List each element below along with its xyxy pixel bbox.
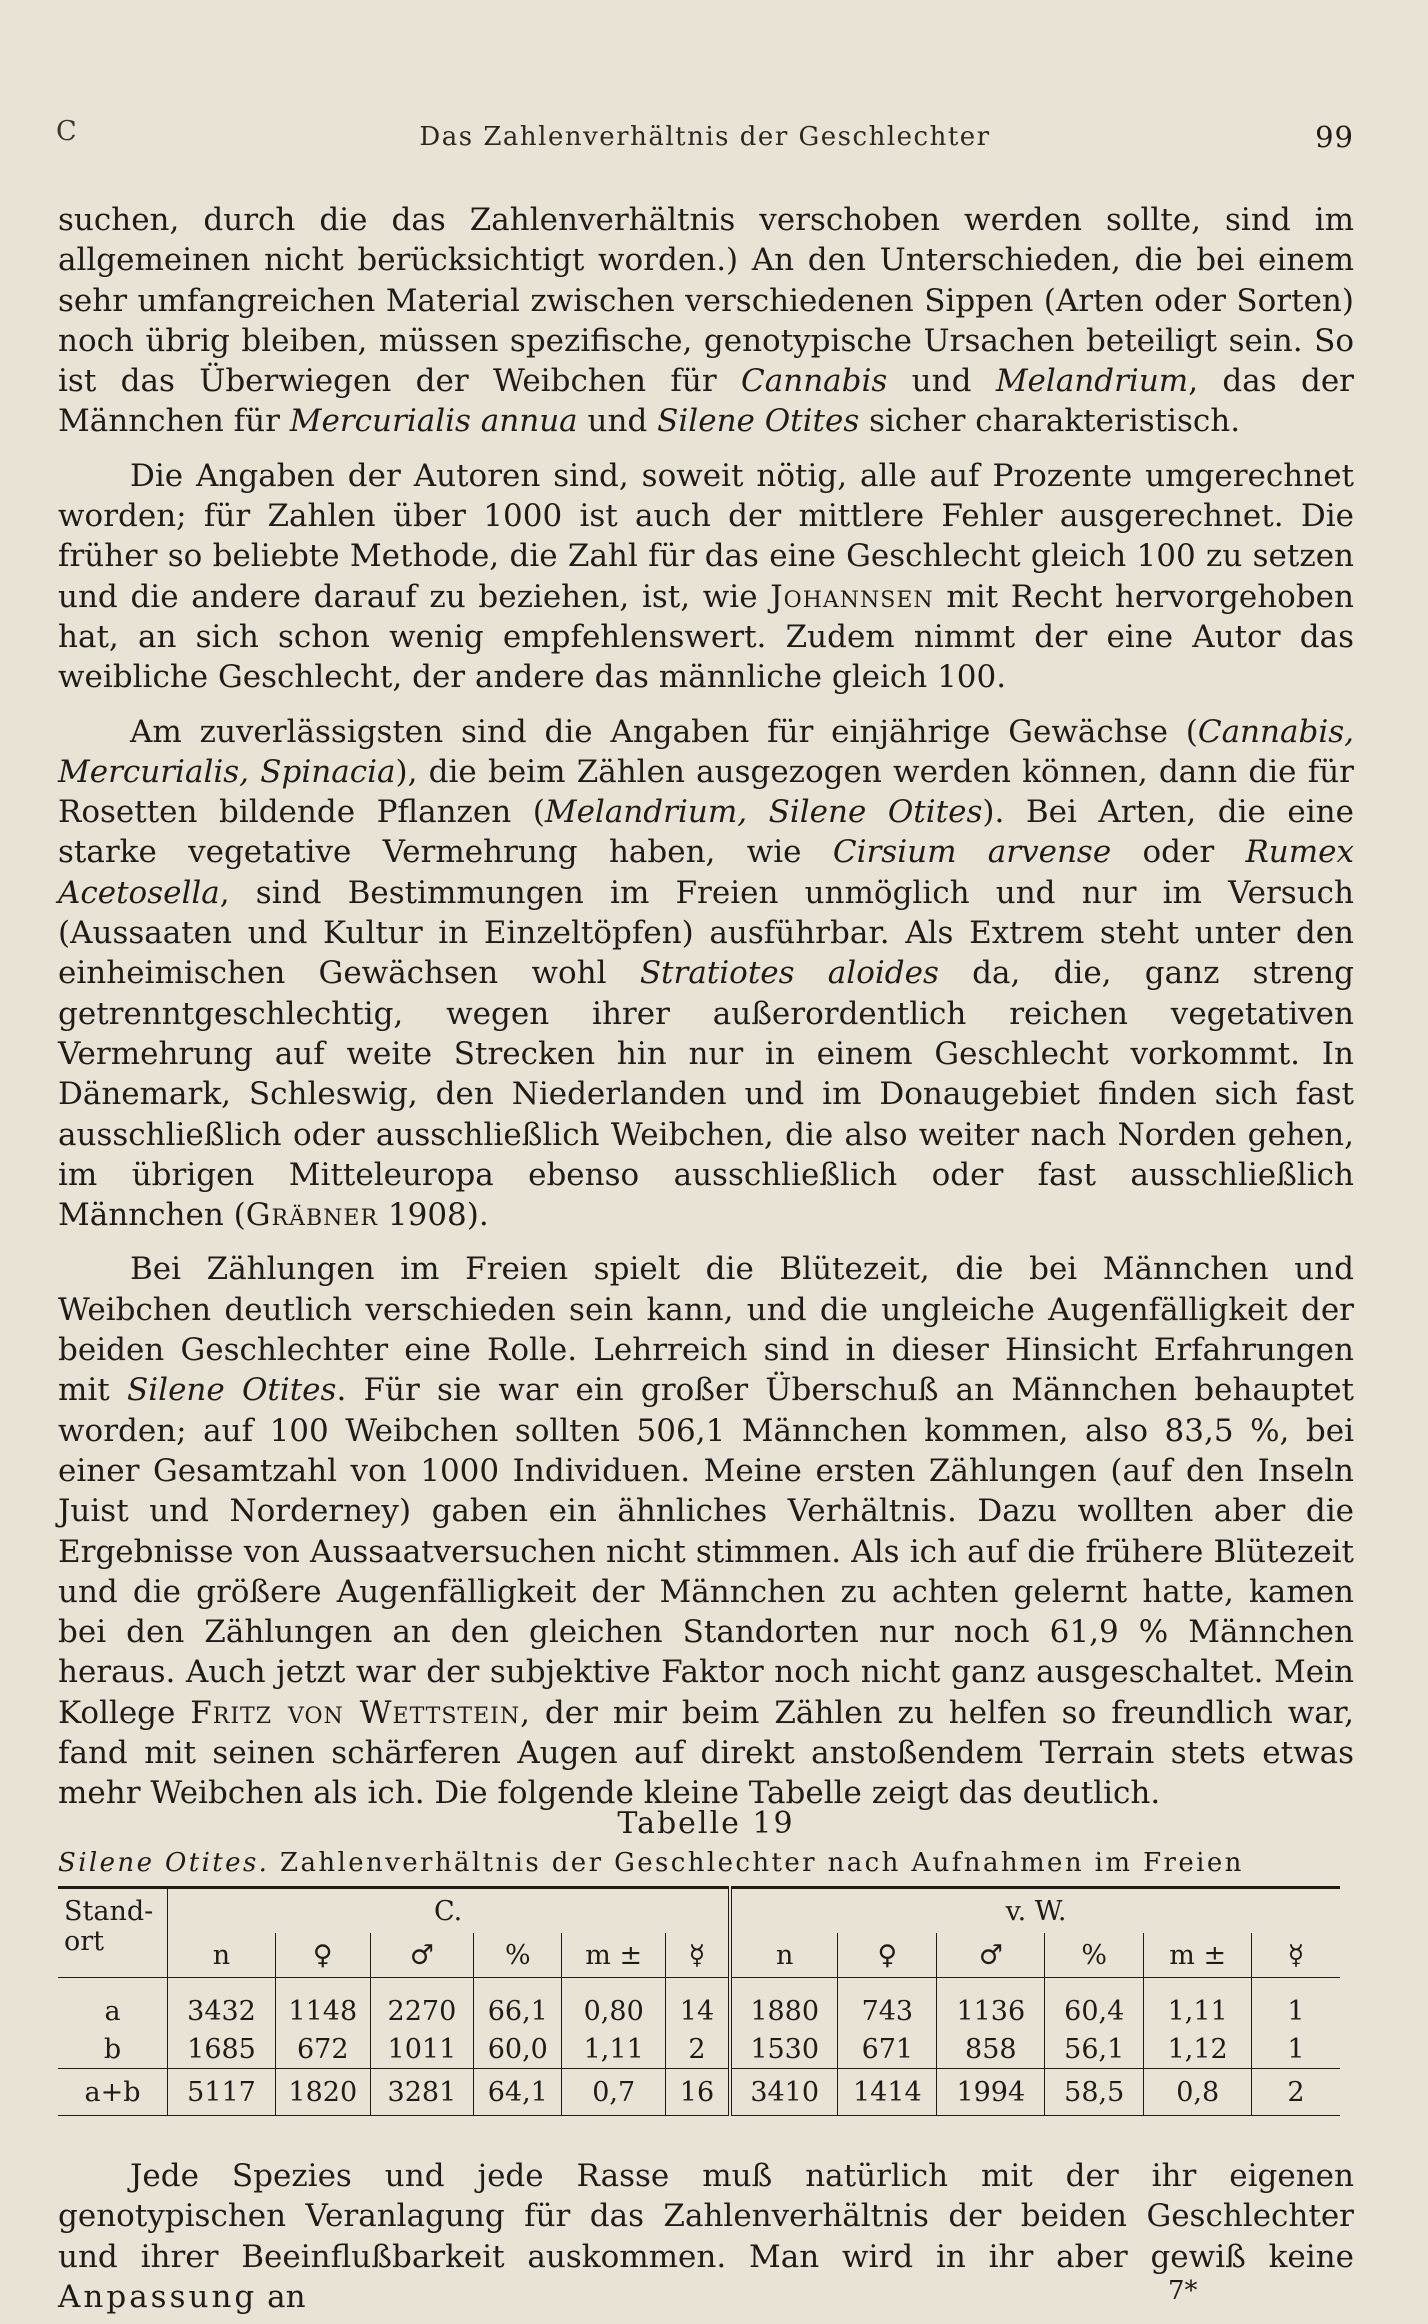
col-n: n xyxy=(168,1933,276,1978)
col-male: ♂ xyxy=(370,1933,473,1978)
species-name: Cirsium arvense xyxy=(832,834,1112,871)
table-header-row xyxy=(58,1888,1340,1934)
cell: 14 xyxy=(665,1978,730,2031)
col-male: ♂ xyxy=(937,1933,1045,1978)
col-female: ♀ xyxy=(275,1933,370,1978)
cell: 1136 xyxy=(937,1978,1045,2031)
table-row xyxy=(58,1978,1340,2031)
cell: 743 xyxy=(838,1978,937,2031)
cell: 3410 xyxy=(730,2069,838,2116)
group-c: C. xyxy=(168,1888,730,1934)
species-name: Melandrium, Silene Otites xyxy=(544,794,983,831)
cell: 3281 xyxy=(370,2069,473,2116)
col-percent: % xyxy=(474,1933,562,1978)
cell: 1,11 xyxy=(1144,1978,1252,2031)
author-name: Johannsen xyxy=(770,578,934,615)
closing-paragraph xyxy=(58,2156,1354,2317)
cell: 2270 xyxy=(370,1978,473,2031)
data-table xyxy=(58,1886,1340,2116)
cell: 1820 xyxy=(275,2069,370,2116)
signature-mark: C xyxy=(56,116,78,147)
group-vw: v. W. xyxy=(730,1888,1340,1934)
cell: 672 xyxy=(275,2030,370,2069)
paragraph-2: Die Angaben der Autoren sind, soweit nötig, alle auf Prozente umgerechnet worden; für Zahlen über 1000 ist auch der mittlere Fehler ausgerechnet. Die früher so beliebte Methode, die Zahl für das eine Geschlecht gleich 100 zu setzen und die andere darauf zu beziehen, ist, wie Johannsen mit Recht hervorgehoben hat, an sich schon wenig empfehlenswert. Zudem nimmt der eine Autor das weibliche Geschlecht, der andere das männliche gleich 100. xyxy=(58,457,1354,696)
running-title: Das Zahlenverhältnis der Geschlechter xyxy=(419,122,991,152)
table-species: Silene Otites. xyxy=(58,1848,270,1878)
cell: 3432 xyxy=(168,1978,276,2031)
cell: 1994 xyxy=(937,2069,1045,2116)
emphasis: Anpassung xyxy=(58,2278,258,2315)
col-n: n xyxy=(730,1933,838,1978)
col-error: m ± xyxy=(1144,1933,1252,1978)
row-label: a xyxy=(104,1995,121,2027)
table-subheader-row xyxy=(58,1933,1340,1978)
cell: 64,1 xyxy=(474,2069,562,2116)
species-name: Silene Otites xyxy=(127,1372,337,1409)
cell: 671 xyxy=(838,2030,937,2069)
author-name: Gräbner xyxy=(245,1197,379,1234)
cell: 58,5 xyxy=(1045,2069,1144,2116)
cell: 1148 xyxy=(275,1978,370,2031)
cell: 1,12 xyxy=(1144,2030,1252,2069)
species-name: Stratiotes aloides xyxy=(639,955,939,992)
page-header xyxy=(56,116,1354,166)
col-error: m ± xyxy=(562,1933,665,1978)
cell: 5117 xyxy=(168,2069,276,2116)
cell: 16 xyxy=(665,2069,730,2116)
cell: 1011 xyxy=(370,2030,473,2069)
page-number: 99 xyxy=(1315,120,1354,154)
cell: 0,80 xyxy=(562,1978,665,2031)
paragraph-3: Am zuverlässigsten sind die Angaben für einjährige Gewächse (Cannabis, Mercurialis, Spinacia), die beim Zählen ausgezogen werden können, dann die für Rosetten bildende Pflanzen (Melandrium, Silene Otites). Bei Arten, die eine starke vegetative Vermehrung haben, wie Cirsium arvense oder Rumex Acetosella, sind Bestimmungen im Freien unmöglich und nur im Versuch (Aussaaten und Kultur in Einzeltöpfen) ausführbar. Als Extrem steht unter den einheimischen Gewächsen wohl Stratiotes aloides da, die, ganz streng getrenntgeschlechtig, wegen ihrer außerordentlich reichen vegetativen Vermehrung auf weite Strecken hin nur in einem Geschlecht vorkommt. In Dänemark, Schleswig, den Niederlanden und im Donaugebiet finden sich fast ausschließlich oder ausschließlich Weibchen, die also weiter nach Norden gehen, im übrigen Mitteleuropa ebenso ausschließlich oder fast ausschließlich Männchen (Gräbner 1908). xyxy=(58,713,1354,1234)
cell: 60,0 xyxy=(474,2030,562,2069)
table-subtitle: Silene Otites. Zahlenverhältnis der Geschlechter nach Aufnahmen im Freien xyxy=(58,1848,1244,1878)
cell: 60,4 xyxy=(1045,1978,1144,2031)
cell: 0,8 xyxy=(1144,2069,1252,2116)
col-hermaphrodite: ☿ xyxy=(665,1933,730,1978)
row-label: a+b xyxy=(58,2069,168,2116)
cell: 2 xyxy=(1252,2069,1340,2116)
author-name: Fritz von Wettstein xyxy=(190,1694,521,1731)
col-hermaphrodite: ☿ xyxy=(1252,1933,1340,1978)
cell: 0,7 xyxy=(562,2069,665,2116)
table-row xyxy=(58,2030,1340,2069)
cell: 1685 xyxy=(168,2030,276,2069)
species-name: Mercurialis annua xyxy=(289,403,578,440)
gathering-signature: 7* xyxy=(1168,2276,1198,2306)
col-female: ♀ xyxy=(838,1933,937,1978)
cell: 1 xyxy=(1252,1978,1340,2031)
row-label: b xyxy=(103,2033,122,2065)
cell: 56,1 xyxy=(1045,2030,1144,2069)
species-name: Cannabis, Mercurialis, Spinacia xyxy=(58,713,1354,790)
cell: 1 xyxy=(1252,2030,1340,2069)
paragraph-1: suchen, durch die das Zahlenverhältnis verschoben werden sollte, sind im allgemeinen nicht berücksichtigt worden.) An den Unterschieden, die bei einem sehr umfangreichen Material zwischen verschiedenen Sippen (Arten oder Sorten) noch übrig bleiben, müssen spezifische, genotypische Ursachen beteiligt sein. So ist das Überwiegen der Weibchen für Cannabis und Melandrium, das der Männchen für Mercurialis annua und Silene Otites sicher charakteristisch. xyxy=(58,202,1354,440)
paragraph-4: Bei Zählungen im Freien spielt die Blütezeit, die bei Männchen und Weibchen deutlich verschieden sein kann, und die ungleiche Augenfälligkeit der beiden Geschlechter eine Rolle. Lehrreich sind in dieser Hinsicht Erfahrungen mit Silene Otites. Für sie war ein großer Überschuß an Männchen behauptet worden; auf 100 Weibchen sollten 506,1 Männchen kommen, also 83,5 %, bei einer Gesamtzahl von 1000 Individuen. Meine ersten Zählungen (auf den Inseln Juist und Norderney) gaben ein ähnliches Verhältnis. Dazu wollten aber die Ergebnisse von Aussaatversuchen nicht stimmen. Als ich auf die frühere Blütezeit und die größere Augenfälligkeit der Männchen zu achten gelernt hatte, kamen bei den Zählungen an den gleichen Standorten nur noch 61,9 % Männchen heraus. Auch jetzt war der subjektive Faktor noch nicht ganz ausgeschaltet. Mein Kollege Fritz von Wettstein, der mir beim Zählen zu helfen so freundlich war, fand mit seinen schärferen Augen auf direkt anstoßendem Terrain stets etwas mehr Weibchen als ich. Die folgende kleine Tabelle zeigt das deutlich. xyxy=(58,1251,1355,1812)
col-standort: Stand-ort xyxy=(58,1888,168,1978)
col-percent: % xyxy=(1045,1933,1144,1978)
species-name: Cannabis xyxy=(741,363,888,400)
cell: 1880 xyxy=(730,1978,838,2031)
species-name: Rumex Acetosella xyxy=(58,834,1354,911)
cell: 1530 xyxy=(730,2030,838,2069)
cell: 858 xyxy=(937,2030,1045,2069)
species-name: Silene Otites xyxy=(657,403,860,440)
cell: 1414 xyxy=(838,2069,937,2116)
cell: 2 xyxy=(665,2030,730,2069)
cell: 66,1 xyxy=(474,1978,562,2031)
body-text xyxy=(58,200,1354,1814)
species-name: Melandrium xyxy=(995,363,1189,400)
paragraph-5: Jede Spezies und jede Rasse muß natürlich mit der ihr eigenen genotypischen Veranlagung für das Zahlenverhältnis der beiden Geschlechter und ihrer Beeinflußbarkeit auskommen. Man wird in ihr aber gewiß keine Anpassung an xyxy=(58,2158,1354,2315)
cell: 1,11 xyxy=(562,2030,665,2069)
table-caption: Tabelle 19 xyxy=(617,1806,795,1841)
table-row-total xyxy=(58,2069,1340,2116)
